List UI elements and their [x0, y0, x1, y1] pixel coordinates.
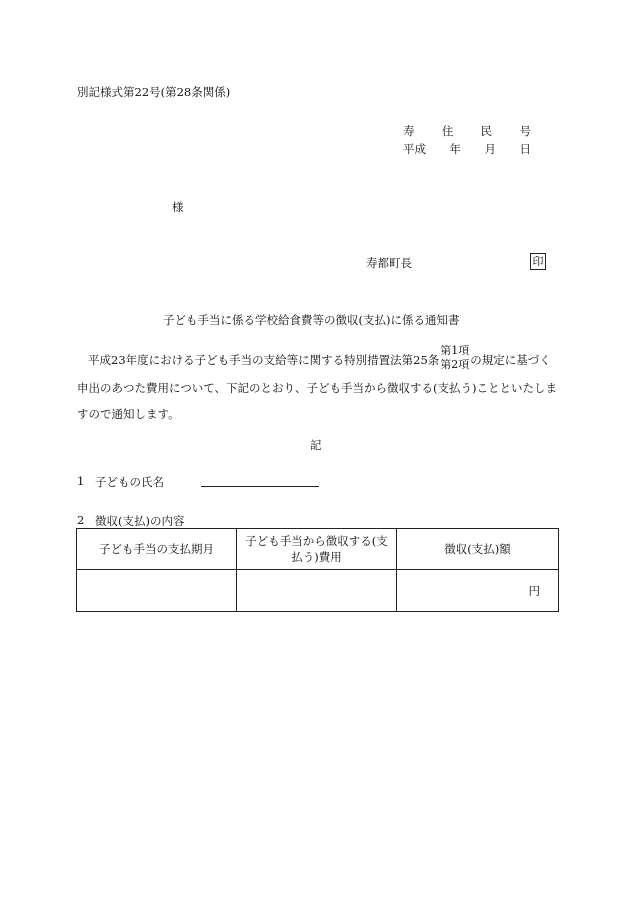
doc-number-min: 民	[480, 124, 493, 138]
doc-number-ju: 住	[441, 124, 454, 138]
fee-table	[76, 528, 559, 612]
doc-number-go: 号	[519, 124, 531, 138]
body-paragraph	[77, 344, 558, 427]
section2-number: 2	[77, 513, 85, 527]
header-fee-collected: 子ども手当から徴収する(支払う)費用	[237, 529, 397, 570]
date-day: 日	[519, 142, 531, 156]
table-row	[77, 570, 559, 612]
addressee-suffix: 様	[172, 200, 184, 214]
seal-mark: 印	[530, 253, 546, 270]
doc-number-kotobuki: 寿	[403, 124, 415, 138]
cell-amount[interactable]: 円	[397, 570, 559, 612]
body-line1-before: 平成23年度における子ども手当の支給等に関する特別措置法第25条	[88, 353, 440, 367]
section1-number: 1	[77, 474, 85, 488]
header-payment-month: 子ども手当の支払期月	[77, 529, 237, 570]
date-era: 平成	[403, 142, 426, 156]
child-name-line	[201, 486, 319, 487]
document-number-line	[403, 123, 531, 139]
clause-stack	[440, 344, 469, 372]
date-month: 月	[484, 142, 496, 156]
clause-1: 第1項	[440, 344, 470, 357]
document-title: 子ども手当に係る学校給食費等の徴収(支払)に係る通知書	[163, 313, 460, 327]
header-amount: 徴収(支払)額	[397, 529, 559, 570]
section2-label: 徴収(支払)の内容	[95, 514, 185, 528]
cell-fee-collected[interactable]	[237, 570, 397, 612]
table-header-row	[77, 529, 559, 570]
date-line	[403, 141, 531, 157]
body-line2: く申出のあつた費用について、下記のとおり、子ども手当から徴収する(支払う)ことといたしますので通知します。	[77, 353, 558, 421]
section1-label: 子どもの氏名	[95, 475, 164, 489]
clause-2: 第2項	[440, 358, 470, 371]
form-reference: 別記様式第22号(第28条関係)	[77, 85, 231, 99]
ki-heading: 記	[310, 438, 322, 452]
cell-payment-month[interactable]	[77, 570, 237, 612]
date-year: 年	[449, 142, 461, 156]
issuer-name: 寿都町長	[366, 256, 412, 270]
body-line1-after: の規定に基づ	[470, 353, 540, 367]
